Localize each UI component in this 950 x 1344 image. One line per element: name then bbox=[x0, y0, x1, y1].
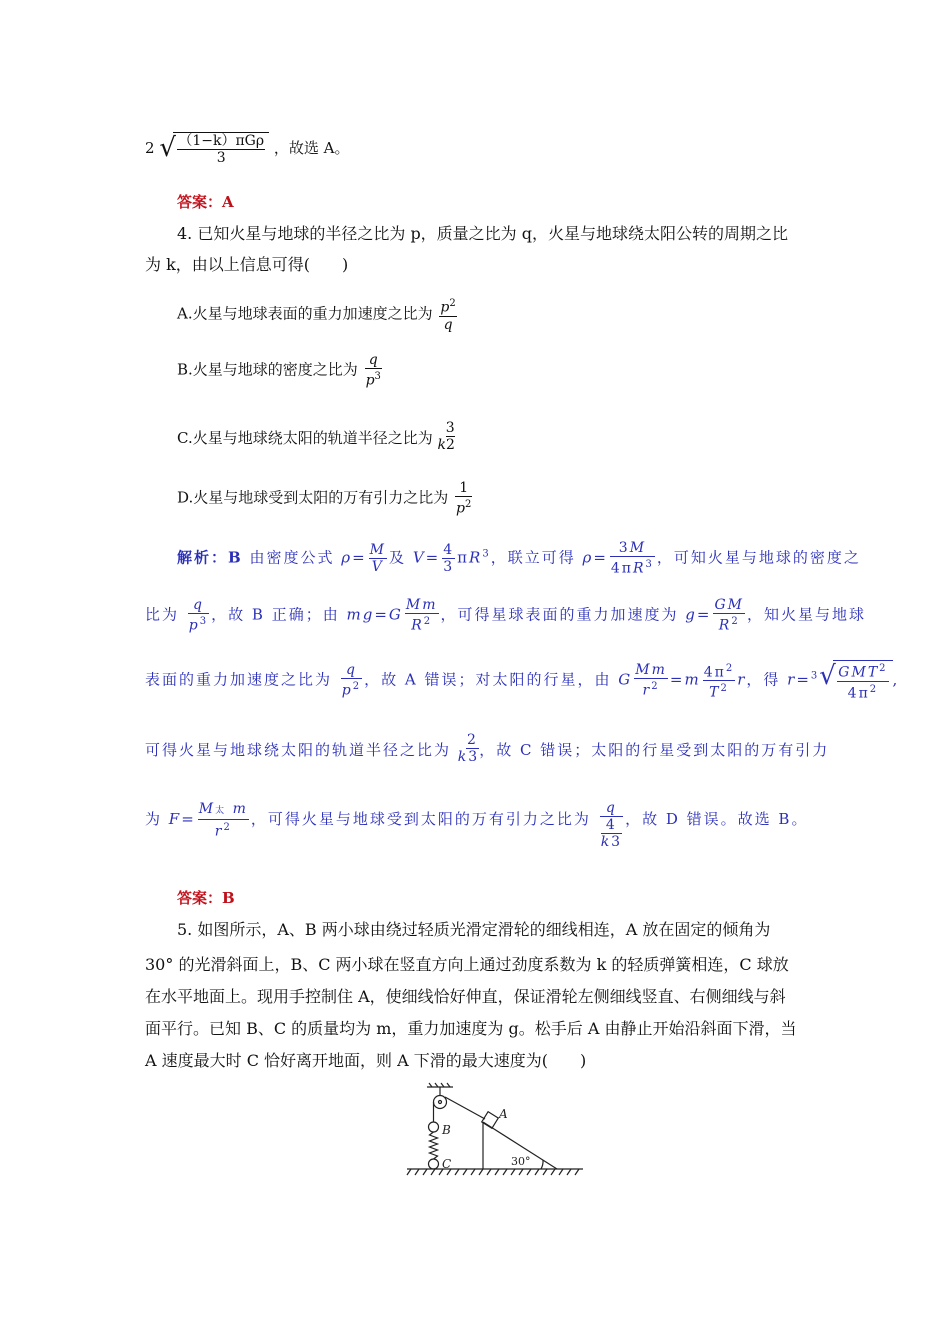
q3-result-line bbox=[145, 132, 349, 166]
q3-tail-text: ，故选 A。 bbox=[273, 139, 350, 157]
q5-line2: 30° 的光滑斜面上，B、C 两小球在竖直方向上通过劲度系数为 k 的轻质弹簧相连，C 球放 bbox=[145, 955, 789, 974]
analysis-text: 比为 bbox=[145, 605, 180, 624]
q3-answer bbox=[177, 192, 234, 212]
analysis-text: ，可得星球表面的重力加速度为 bbox=[440, 605, 679, 624]
label-angle: 30° bbox=[511, 1155, 531, 1168]
analysis-line4: 可得火星与地球绕太阳的轨道半径之比为 2 k3，故 C 错误；太阳的行星受到太阳的万有引力 bbox=[145, 732, 830, 765]
analysis-text: ，可知火星与地球的密度之 bbox=[656, 548, 861, 567]
q5-line5: A 速度最大时 C 恰好离开地面，则 A 下滑的最大速度为( ) bbox=[145, 1051, 587, 1070]
sqrt-sign-icon: √ bbox=[159, 133, 176, 163]
q3-den: 3 bbox=[216, 150, 226, 166]
answer-label: 答案： bbox=[177, 193, 223, 211]
q4-option-c[interactable]: C.火星与地球绕太阳的轨道半径之比为 3 k2 bbox=[177, 420, 455, 453]
analysis-text: ，故 C 错误；太阳的行星受到太阳的万有引力 bbox=[479, 741, 830, 759]
pulley-incline-figure bbox=[405, 1082, 585, 1177]
analysis-text: ，联立可得 bbox=[490, 548, 576, 567]
option-d-text: D.火星与地球受到太阳的万有引力之比为 bbox=[177, 488, 449, 507]
analysis-text: 可得火星与地球绕太阳的轨道半径之比为 bbox=[145, 741, 452, 759]
q4-stem-line2: 为 k，由以上信息可得( ) bbox=[145, 255, 349, 274]
q3-num: （1−k）πGρ bbox=[178, 133, 265, 149]
analysis-text: ，故 A 错误；对太阳的行星，由 bbox=[364, 670, 612, 689]
answer-value: B bbox=[222, 889, 235, 907]
analysis-line3: 表面的重力加速度之比为 $\frac{q}{p^2}$ ，故 A 错误；对太阳的行星，由 G $\frac{Mm}{r^2}$ =m $\frac{4\pi^2}{T^2}$ r，得 r=$^3$ √ $\frac{GMT^2}{4\pi^2}$ , bbox=[145, 661, 900, 702]
q5-line3: 在水平地面上。现用手控制住 A，使细线恰好伸直，保证滑轮左侧细线竖直、右侧细线与斜 bbox=[145, 987, 786, 1006]
label-b: B bbox=[442, 1123, 451, 1137]
q4-answer bbox=[177, 888, 235, 908]
label-c: C bbox=[442, 1157, 452, 1171]
answer-value: A bbox=[222, 193, 234, 211]
option-b-text: B.火星与地球的密度之比为 bbox=[177, 360, 358, 379]
option-c-text: C.火星与地球绕太阳的轨道半径之比为 bbox=[177, 429, 433, 447]
analysis-line2: 比为 $\frac{q}{p^3}$ ，故 B 正确；由 mg=G $\frac{Mm}{R^2}$ ，可得星球表面的重力加速度为 g= $\frac{GM}{R^2}$ ，知火星与地球 bbox=[145, 597, 867, 634]
label-a: A bbox=[499, 1107, 508, 1121]
analysis-text: ，得 bbox=[746, 670, 781, 689]
option-a-text: A.火星与地球表面的重力加速度之比为 bbox=[177, 304, 433, 323]
q4-option-d[interactable]: D.火星与地球受到太阳的万有引力之比为 $\frac{1}{p^2}$ bbox=[177, 480, 472, 517]
q5-line1: 5. 如图所示，A、B 两小球由绕过轻质光滑定滑轮的细线相连，A 放在固定的倾角为 bbox=[177, 920, 771, 939]
analysis-text: 及 bbox=[389, 548, 407, 567]
analysis-text: 为 bbox=[145, 810, 163, 828]
analysis-text: ，故 D 错误。故选 B。 bbox=[625, 810, 809, 828]
analysis-text: 表面的重力加速度之比为 bbox=[145, 670, 333, 689]
analysis-text: 由密度公式 bbox=[249, 548, 335, 567]
q5-line4: 面平行。已知 B、C 的质量均为 m，重力加速度为 g。松手后 A 由静止开始沿斜面下滑，当 bbox=[145, 1019, 797, 1038]
analysis-line1: 解析：B 由密度公式 ρ= $\frac{M}{V}$ 及 V= $\frac{4}{3}$ $\pi R^3$，联立可得 ρ= $\frac{3M}{4\pi R^3}$ ，可知火星与地球的密度之 bbox=[177, 540, 861, 577]
analysis-line5: 为 F= $\frac{\text{M太 m}}{r^2}$ ，可得火星与地球受到太阳的万有引力之比为 q 4 k3 ，故 D 错误。故选 B。 bbox=[145, 800, 809, 850]
q4-option-b[interactable]: B.火星与地球的密度之比为 $\frac{q}{p^3}$ bbox=[177, 352, 381, 389]
analysis-text: ，故 B 正确；由 bbox=[211, 605, 340, 624]
q4-option-a[interactable]: A.火星与地球表面的重力加速度之比为 $\frac{p^2}{q}$ bbox=[177, 298, 456, 333]
analysis-label: 解析：B bbox=[177, 548, 243, 567]
analysis-text: ，可得火星与地球受到太阳的万有引力之比为 bbox=[250, 810, 591, 828]
q4-stem-line1: 4. 已知火星与地球的半径之比为 p，质量之比为 q，火星与地球绕太阳公转的周期之比 bbox=[177, 224, 789, 243]
q3-coef: 2 bbox=[145, 139, 155, 157]
answer-label: 答案： bbox=[177, 889, 223, 907]
q3-sqrt bbox=[159, 132, 269, 166]
analysis-text: ，知火星与地球 bbox=[747, 605, 867, 624]
